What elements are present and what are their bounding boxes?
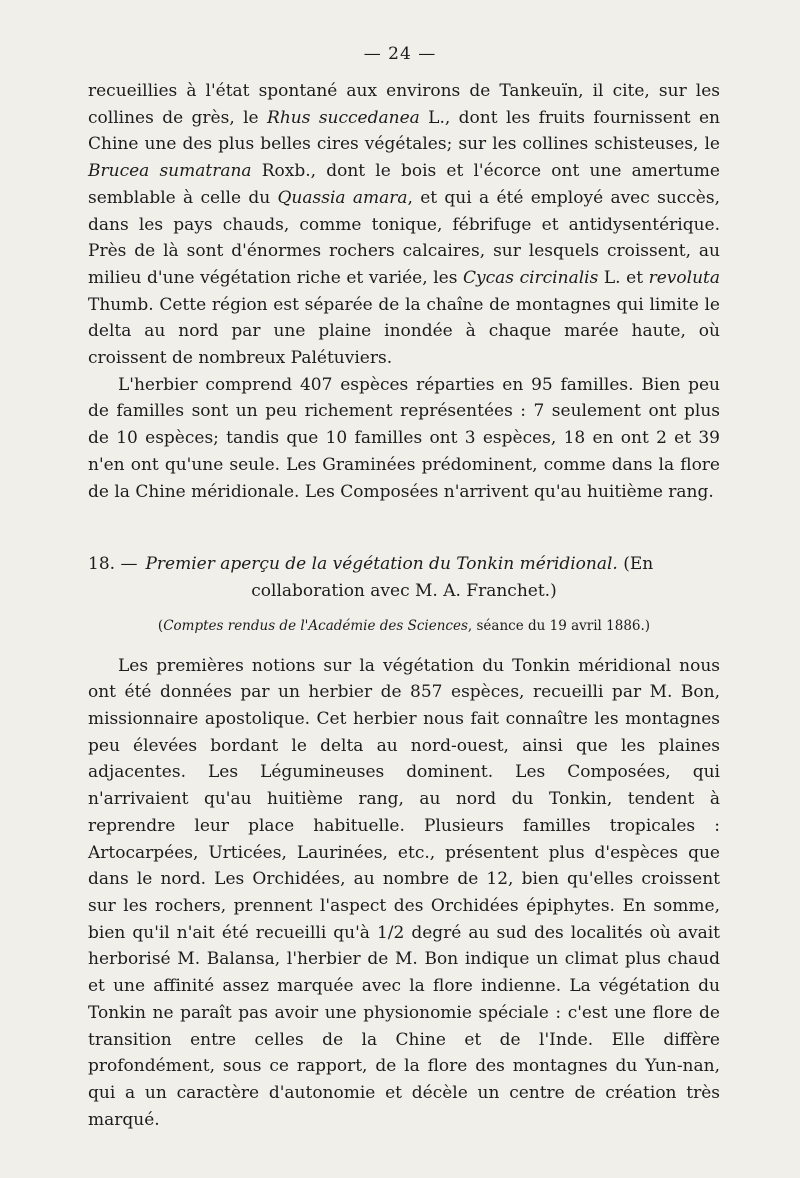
- species-name: Cycas circinalis: [463, 267, 599, 288]
- page-number: — 24 —: [363, 44, 437, 64]
- section-heading-line2: collaboration avec M. A. Franchet.): [251, 580, 557, 601]
- body-text: [88, 78, 720, 1133]
- journal-title: Comptes rendus de l'Académie des Sciences: [163, 617, 468, 634]
- paragraph-tonkin-meridional: Les premières notions sur la végétation du Tonkin méridional nous ont été données par un herbier de 857 espèces, recueilli par M. Bon, missionnaire apostolique. Cet herbier nous fait connaître les montagnes peu élevées bordant le delta au nord-ouest, ainsi que les plaines adjacentes. Les Légumineuses dominent. Les Composées, qui n'arrivaient qu'au huitième rang, au nord du Tonkin, tendent à reprendre leur place habituelle. Plusieurs familles tropicales : Artocarpées, Urticées, Laurinées, etc., présentent plus d'espèces que dans le nord. Les Orchidées, au nombre de 12, bien qu'elles croissent sur les rochers, prennent l'aspect des Orchidées épiphytes. En somme, bien qu'il n'ait été recueilli qu'à 1/2 degré au sud des localités où avait herborisé M. Balansa, l'herbier de M. Bon indique un climat plus chaud et une affinité assez marquée avec la flore indienne. La végétation du Tonkin ne paraît pas avoir une physionomie spéciale : c'est une flore de transition entre celles de la Chine et de l'Inde. Elle diffère profondément, sous ce rapport, de la flore des montagnes du Yun-nan, qui a un caractère d'autonomie et décèle un centre de création très marqué.: [88, 655, 720, 1130]
- species-name: revoluta: [648, 267, 721, 288]
- section-number: 18. —: [88, 554, 138, 575]
- species-name: Rhus succedanea: [267, 107, 420, 128]
- text-run: L., dont les fruits fournissent en Chine une des plus belles cires végétales; sur les collines schisteuses, le: [88, 107, 720, 155]
- text-run: , et qui a été employé avec succès, dans les pays chauds, comme tonique, fébrifuge et antidysentérique. Près de là sont d'énormes rochers calcaires, sur lesquels croissent, au milieu d'une végétation riche et variée, les: [88, 187, 720, 288]
- text-run: Thumb. Cette région est séparée de la chaîne de montagnes qui limite le delta au nord par une plaine inondée à chaque marée haute, où croissent de nombreux Palétuviers.: [88, 294, 720, 369]
- section-title: Premier aperçu de la végétation du Tonkin méridional.: [145, 554, 618, 575]
- text-run: L. et: [598, 267, 649, 288]
- citation-date: , séance du 19 avril 1886.): [467, 617, 651, 634]
- species-name: Quassia amara: [277, 187, 408, 208]
- text-run: Roxb., dont le bois et l'écorce ont une amertume semblable à celle du: [88, 161, 720, 208]
- section-title-suffix: (En: [617, 554, 654, 575]
- paragraph-herbier: L'herbier comprend 407 espèces réparties en 95 familles. Bien peu de familles sont un peu richement représentées : 7 seulement ont plus de 10 espèces; tandis que 10 familles ont 3 espèces, 18 en ont 2 et 39 n'en ont qu'une seule. Les Graminées prédominent, comme dans la flore de la Chine méridionale. Les Composées n'arrivent qu'au huitième rang.: [88, 374, 720, 502]
- source-citation: [88, 615, 720, 637]
- section-heading: [88, 551, 720, 578]
- paragraph-continued: [88, 78, 720, 372]
- text-run: recueillies à l'état spontané aux environs de Tankeuïn, il cite, sur les collines de grès, le: [88, 81, 720, 128]
- citation-open: (: [157, 617, 164, 634]
- species-name: Brucea sumatrana: [88, 161, 252, 182]
